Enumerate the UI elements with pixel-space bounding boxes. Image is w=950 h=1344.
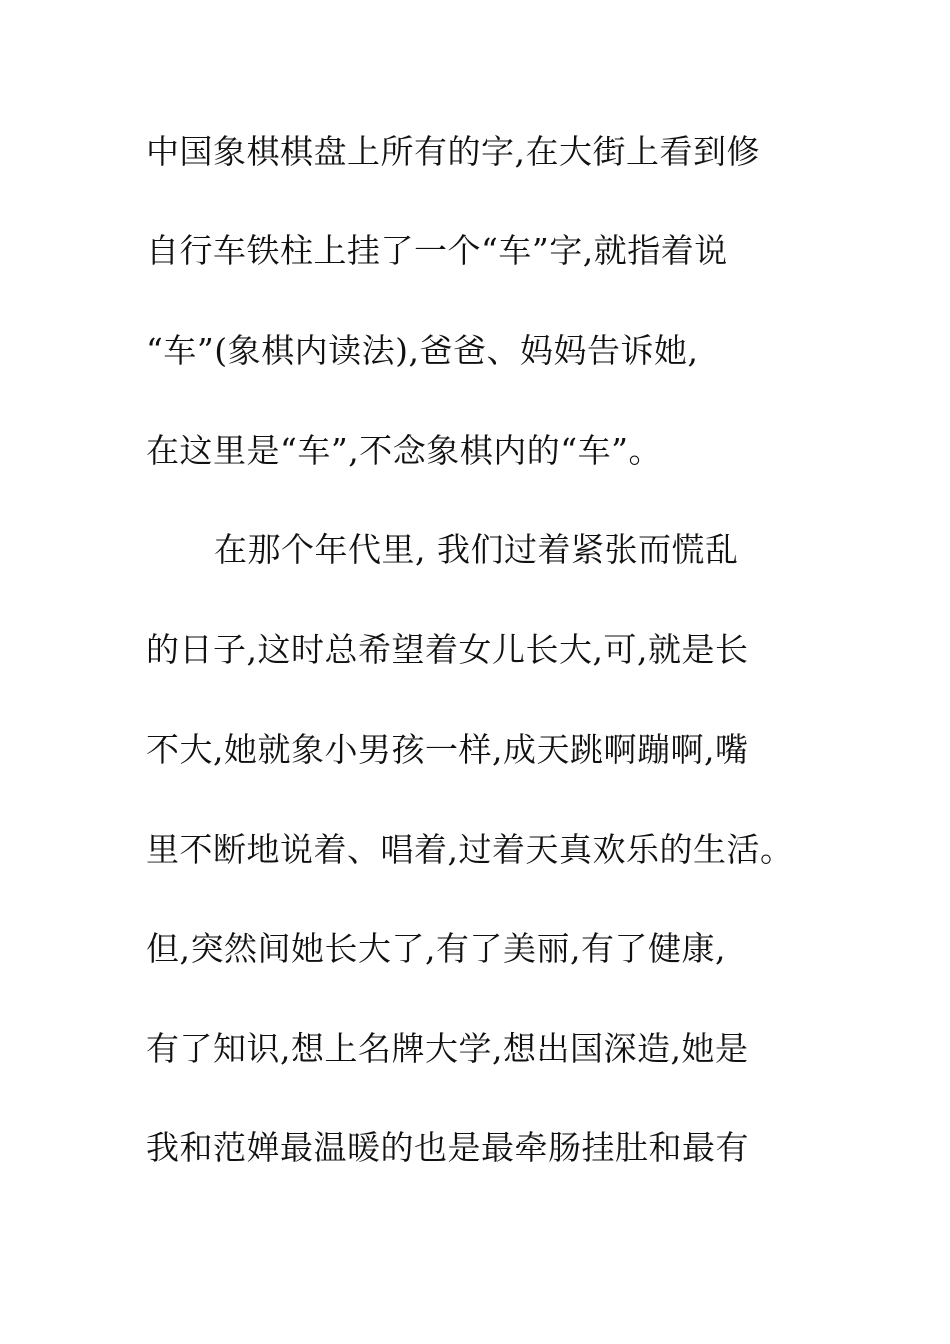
text-line-4: 在这里是“车”,不念象棋内的“车”。: [146, 431, 662, 470]
text-line-5-paragraph-start: 在那个年代里, 我们过着紧张而慌乱: [214, 530, 739, 569]
text-line-1: 中国象棋棋盘上所有的字,在大街上看到修: [146, 132, 760, 171]
text-line-8: 里不断地说着、唱着,过着天真欢乐的生活。: [146, 830, 794, 869]
text-line-6: 的日子,这时总希望着女儿长大,可,就是长: [146, 630, 749, 669]
text-line-10: 有了知识,想上名牌大学,想出国深造,她是: [146, 1029, 749, 1068]
text-line-7: 不大,她就象小男孩一样,成天跳啊蹦啊,嘴: [146, 730, 749, 769]
text-line-2: 自行车铁柱上挂了一个“车”字,就指着说: [146, 231, 728, 270]
text-line-11: 我和范婵最温暖的也是最牵肠挂肚和最有: [146, 1128, 749, 1167]
text-line-3: “车”(象棋内读法),爸爸、妈妈告诉她,: [146, 331, 699, 370]
text-line-9: 但,突然间她长大了,有了美丽,有了健康,: [146, 929, 726, 968]
